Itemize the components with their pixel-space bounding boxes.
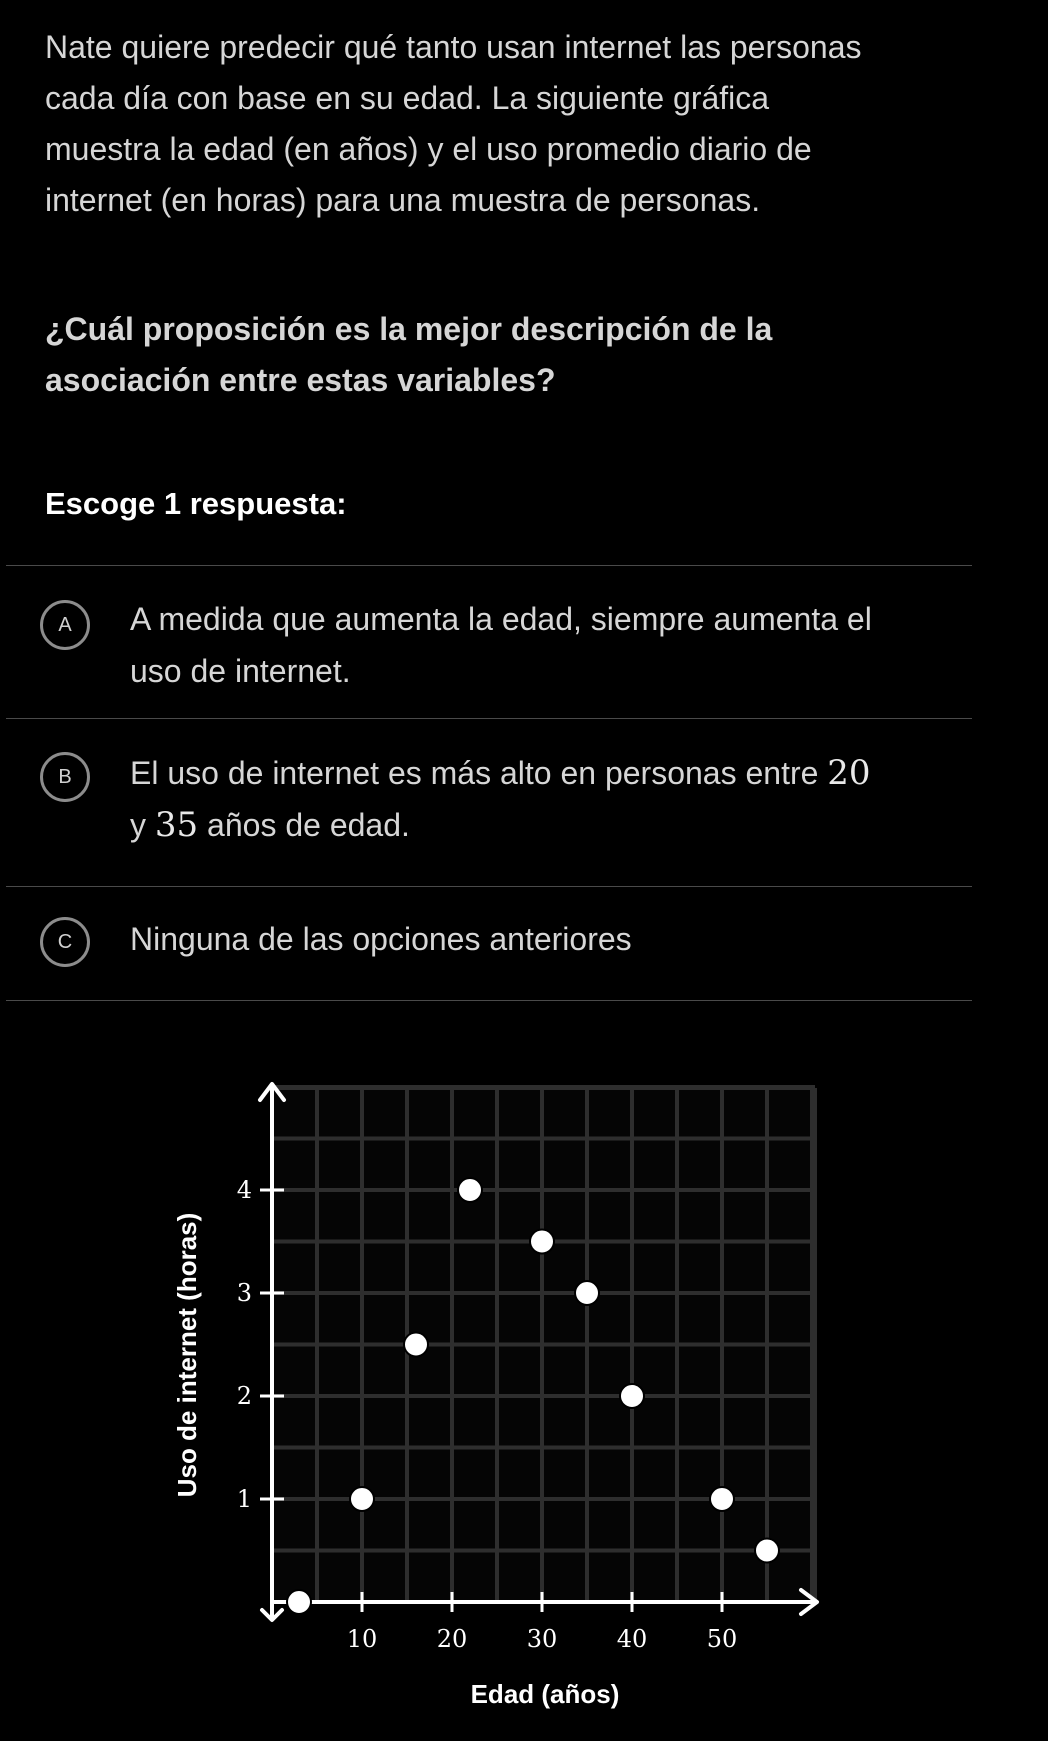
choice-b-text-mid: y (130, 807, 155, 843)
data-point (350, 1487, 374, 1511)
x-tick-label: 20 (436, 1625, 468, 1653)
x-tick-label: 50 (706, 1625, 738, 1653)
choice-c-radio[interactable]: C (40, 917, 90, 967)
y-tick-label: 2 (236, 1382, 252, 1410)
choice-b-line-2 (130, 799, 975, 851)
divider (6, 1000, 972, 1001)
y-tick-label: 4 (236, 1176, 252, 1204)
data-point (458, 1178, 482, 1202)
choice-b-line-1 (130, 747, 975, 799)
data-point (404, 1333, 428, 1357)
prompt-line-4: internet (en horas) para una muestra de personas. (45, 182, 761, 218)
x-tick-label: 10 (346, 1625, 378, 1653)
data-point (710, 1487, 734, 1511)
choice-b-num-2: 35 (154, 805, 199, 845)
x-axis-label: Edad (años) (470, 1679, 620, 1709)
choice-a-text (130, 593, 975, 697)
choice-a-line-2: uso de internet. (130, 653, 351, 689)
choice-c-text (130, 913, 975, 965)
data-point (530, 1230, 554, 1254)
question-prompt (45, 22, 985, 226)
answer-instruction: Escoge 1 respuesta: (45, 486, 347, 521)
y-axis-label: Uso de internet (horas) (172, 1212, 202, 1498)
y-tick-label: 1 (236, 1485, 252, 1513)
question-line-1: ¿Cuál proposición es la mejor descripción de la (45, 311, 773, 347)
choice-b[interactable] (6, 719, 972, 886)
data-point (755, 1539, 779, 1563)
choice-a[interactable] (6, 566, 972, 718)
question-line-2: asociación entre estas variables? (45, 362, 556, 398)
prompt-line-2: cada día con base en su edad. La siguiente gráfica (45, 80, 770, 116)
question-text (45, 304, 945, 406)
choice-b-text (130, 747, 975, 851)
choice-c[interactable] (6, 887, 972, 1000)
choice-b-radio[interactable]: B (40, 752, 90, 802)
x-tick-label: 30 (526, 1625, 558, 1653)
choice-b-num-1: 20 (827, 753, 871, 793)
prompt-line-1: Nate quiere predecir qué tanto usan internet las personas (45, 29, 862, 65)
choice-a-line-1: A medida que aumenta la edad, siempre aumenta el (130, 601, 872, 637)
choice-a-radio[interactable]: A (40, 600, 90, 650)
y-tick-label: 3 (236, 1279, 252, 1307)
prompt-line-3: muestra la edad (en años) y el uso promedio diario de (45, 131, 812, 167)
choice-b-text-after: años de edad. (198, 807, 410, 843)
grid (272, 1087, 815, 1602)
x-tick-label: 40 (616, 1625, 648, 1653)
data-point (620, 1384, 644, 1408)
data-point (287, 1590, 311, 1614)
choice-c-line-1: Ninguna de las opciones anteriores (130, 921, 632, 957)
scatter-plot (0, 1050, 1048, 1741)
choice-b-text-before: El uso de internet es más alto en personas entre (130, 755, 828, 791)
data-point (575, 1281, 599, 1305)
